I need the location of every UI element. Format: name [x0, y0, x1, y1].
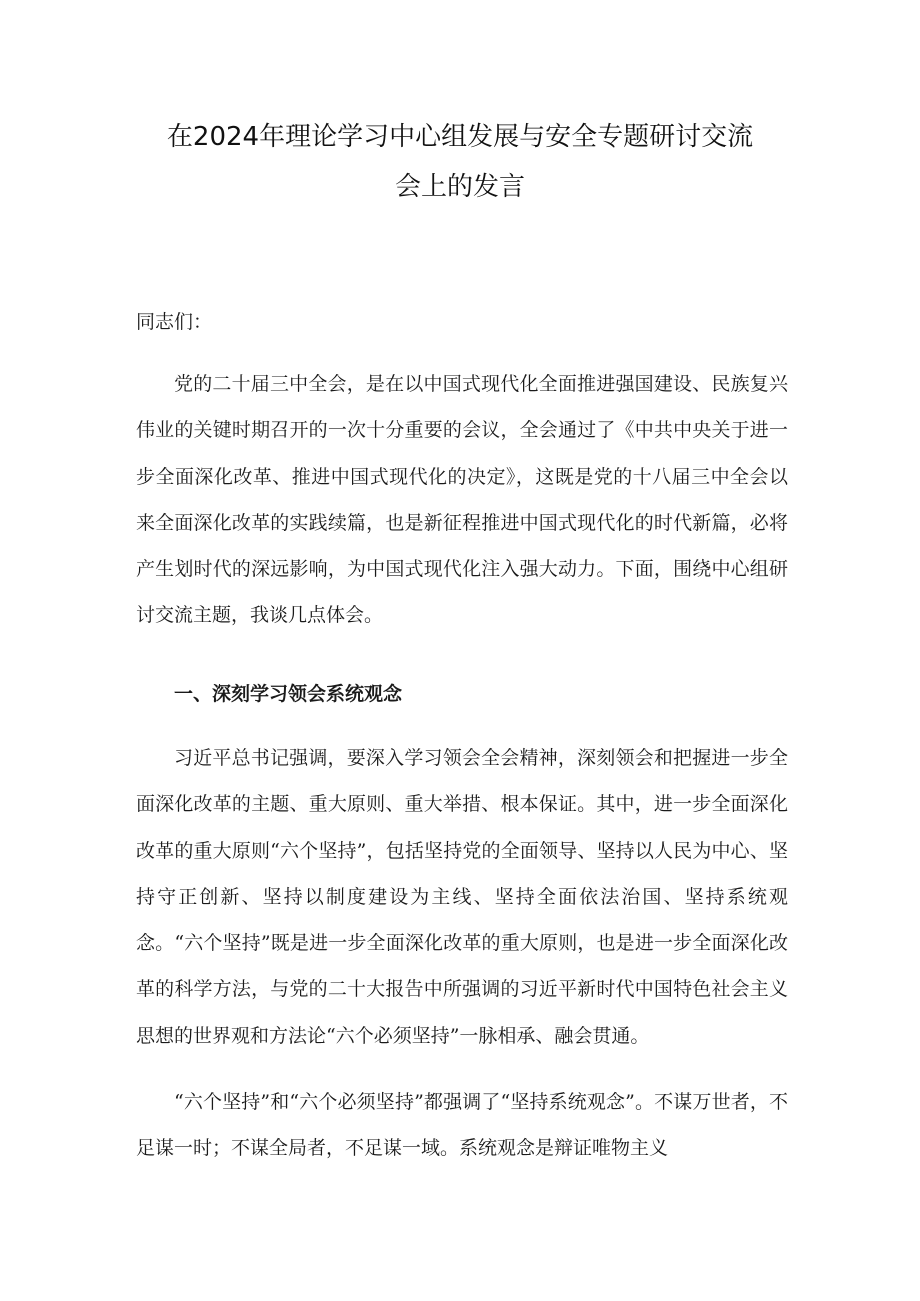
paragraph-intro: 党的二十届三中全会，是在以中国式现代化全面推进强国建设、民族复兴伟业的关键时期召开的一次十分重要的会议，全会通过了《中共中央关于进一步全面深化改革、推进中国式现代化的决定》，这既是党的十八届三中全会以来全面深化改革的实践续篇，也是新征程推进中国式现代化的时代新篇，必将产生划时代的深远影响，为中国式现代化注入强大动力。下面，围绕中心组研讨交流主题，我谈几点体会。 — [136, 373, 788, 627]
title-line-2: 会上的发言 — [394, 172, 525, 202]
paragraph-six-principles: 习近平总书记强调，要深入学习领会全会精神，深刻领会和把握进一步全面深化改革的主题、重大原则、重大举措、根本保证。其中，进一步全面深化改革的重大原则“六个坚持”，包括坚持党的全面领导、坚持以人民为中心、坚持守正创新、坚持以制度建设为主线、坚持全面依法治国、坚持系统观念。“六个坚持”既是进一步全面深化改革的重大原则，也是进一步全面深化改革的科学方法，与党的二十大报告中所强调的习近平新时代中国特色社会主义思想的世界观和方法论“六个必须坚持”一脉相承、融会贯通。 — [136, 747, 788, 1047]
paragraph-system-concept: “六个坚持”和“六个必须坚持”都强调了“坚持系统观念”。不谋万世者，不足谋一时；不谋全局者，不足谋一域。系统观念是辩证唯物主义 — [136, 1091, 788, 1160]
salutation: 同志们： — [136, 311, 213, 333]
section-heading-1: 一、深刻学习领会系统观念 — [174, 683, 403, 705]
document-title — [100, 112, 820, 212]
title-line-1: 在2024年理论学习中心组发展与安全专题研讨交流 — [166, 122, 754, 152]
